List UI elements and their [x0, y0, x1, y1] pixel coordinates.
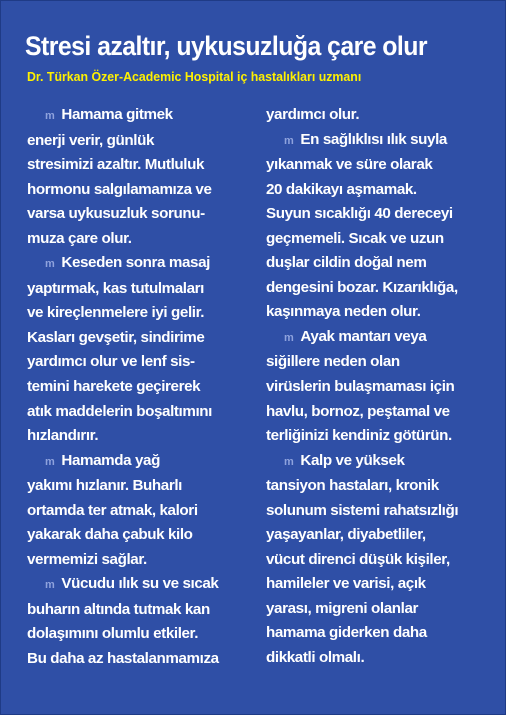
paragraph-text: Suyun sıcaklığı 40 dereceyi [266, 205, 453, 223]
text-line [27, 400, 255, 425]
text-line [266, 128, 502, 154]
text-line [266, 153, 502, 178]
paragraph-text: Hamama gitmek [61, 106, 173, 123]
paragraph-text: tansiyon hastaları, kronik [266, 477, 439, 495]
text-line [266, 449, 502, 475]
paragraph-text: yıkanmak ve süre olarak [266, 156, 433, 174]
paragraph-text: Bu daha az hastalanmamıza [27, 650, 219, 668]
paragraph-text: hormonu salgılamamıza ve [27, 180, 212, 198]
paragraph-text: duşlar cildin doğal nem [266, 254, 427, 272]
paragraph-text: dikkatli olmalı. [266, 649, 365, 667]
right-column [266, 103, 502, 671]
text-line [27, 103, 255, 129]
paragraph-text: 20 dakikayı aşmamak. [266, 180, 417, 198]
text-line [266, 646, 502, 671]
paragraph-bullet-icon: m [284, 455, 294, 468]
paragraph-bullet-icon: m [284, 134, 294, 147]
text-line [27, 598, 255, 623]
paragraph-text: yardımcı olur. [266, 106, 360, 123]
text-line [266, 325, 502, 351]
text-line [27, 474, 255, 499]
paragraph-bullet-icon: m [284, 331, 294, 344]
paragraph-text: virüslerin bulaşmaması için [266, 378, 455, 396]
paragraph-text: buharın altında tutmak kan [27, 600, 210, 618]
byline: Dr. Türkan Özer-Academic Hospital iç hastalıkları uzmanı [27, 69, 362, 84]
paragraph-text: yarası, migreni olanlar [266, 599, 419, 617]
text-line [266, 227, 502, 252]
text-line [27, 350, 255, 375]
text-line [27, 202, 255, 227]
paragraph-text: siğillere neden olan [266, 353, 400, 371]
text-line [27, 572, 255, 598]
text-line [266, 548, 502, 573]
paragraph-text: vücut direnci düşük kişiler, [266, 550, 450, 568]
paragraph-text: ortamda ter atmak, kalori [27, 501, 198, 519]
paragraph-text: ve kireçlenmelere iyi gelir. [27, 304, 205, 322]
text-line [266, 572, 502, 597]
text-line [27, 153, 255, 178]
text-line [266, 202, 502, 227]
paragraph-text: Hamamda yağ [61, 451, 160, 469]
text-line [27, 277, 255, 302]
paragraph-text: varsa uykusuzluk sorunu- [27, 205, 205, 223]
text-line [266, 276, 502, 301]
paragraph-text: muza çare olur. [27, 229, 132, 247]
paragraph-text: Kasları gevşetir, sindirime [27, 328, 205, 346]
headline: Stresi azaltır, uykusuzluğa çare olur [25, 31, 428, 61]
paragraph-bullet-icon: m [45, 455, 55, 468]
text-line [266, 499, 502, 524]
text-line [27, 449, 255, 475]
paragraph-text: dengesini bozar. Kızarıklığa, [266, 278, 458, 296]
left-column [27, 103, 255, 672]
text-line [27, 326, 255, 351]
text-line [266, 400, 502, 425]
paragraph-text: solunum sistemi rahatsızlığı [266, 501, 459, 519]
paragraph-text: yardımcı olur ve lenf sis- [27, 353, 195, 371]
text-line [27, 129, 255, 154]
text-line [266, 350, 502, 375]
paragraph-text: enerji verir, günlük [27, 131, 155, 149]
paragraph-text: hamileler ve varisi, açık [266, 575, 426, 593]
text-line [266, 597, 502, 622]
paragraph-text: geçmemeli. Sıcak ve uzun [266, 229, 444, 247]
text-line [27, 424, 255, 449]
paragraph-text: Keseden sonra masaj [61, 254, 210, 272]
paragraph-text: Ayak mantarı veya [300, 327, 427, 345]
paragraph-text: havlu, bornoz, peştamal ve [266, 402, 450, 420]
paragraph-text: Vücudu ılık su ve sıcak [61, 575, 219, 593]
text-line [27, 523, 255, 548]
text-line [27, 499, 255, 524]
paragraph-bullet-icon: m [45, 258, 55, 271]
text-line [266, 375, 502, 400]
paragraph-text: terliğinizi kendiniz götürün. [266, 427, 452, 445]
text-line [266, 474, 502, 499]
paragraph-text: yaşayanlar, diyabetliler, [266, 526, 426, 544]
text-line [266, 251, 502, 276]
paragraph-text: kaşınmaya neden olur. [266, 303, 421, 321]
paragraph-text: atık maddelerin boşaltımını [27, 402, 212, 420]
text-line [266, 621, 502, 646]
text-line [27, 647, 255, 672]
text-line [266, 523, 502, 548]
paragraph-text: temini harekete geçirerek [27, 378, 201, 396]
text-line [27, 622, 255, 647]
paragraph-bullet-icon: m [45, 579, 55, 592]
paragraph-text: Kalp ve yüksek [300, 451, 405, 469]
paragraph-text: yakarak daha çabuk kilo [27, 526, 193, 544]
paragraph-text: yakımı hızlanır. Buharlı [27, 477, 182, 495]
text-line [266, 103, 502, 128]
paragraph-text: yaptırmak, kas tutulmaları [27, 279, 204, 297]
text-line [27, 548, 255, 573]
paragraph-text: hamama giderken daha [266, 624, 427, 642]
text-line [27, 301, 255, 326]
text-line [266, 300, 502, 325]
text-line [27, 227, 255, 252]
text-line [27, 178, 255, 203]
text-line [266, 178, 502, 203]
text-line [266, 424, 502, 449]
paragraph-text: stresimizi azaltır. Mutluluk [27, 156, 205, 174]
paragraph-text: vermemizi sağlar. [27, 550, 147, 568]
text-line [27, 375, 255, 400]
paragraph-bullet-icon: m [45, 110, 55, 122]
paragraph-text: En sağlıklısı ılık suyla [300, 130, 447, 148]
text-line [27, 251, 255, 277]
paragraph-text: dolaşımını olumlu etkiler. [27, 625, 199, 643]
paragraph-text: hızlandırır. [27, 427, 99, 445]
